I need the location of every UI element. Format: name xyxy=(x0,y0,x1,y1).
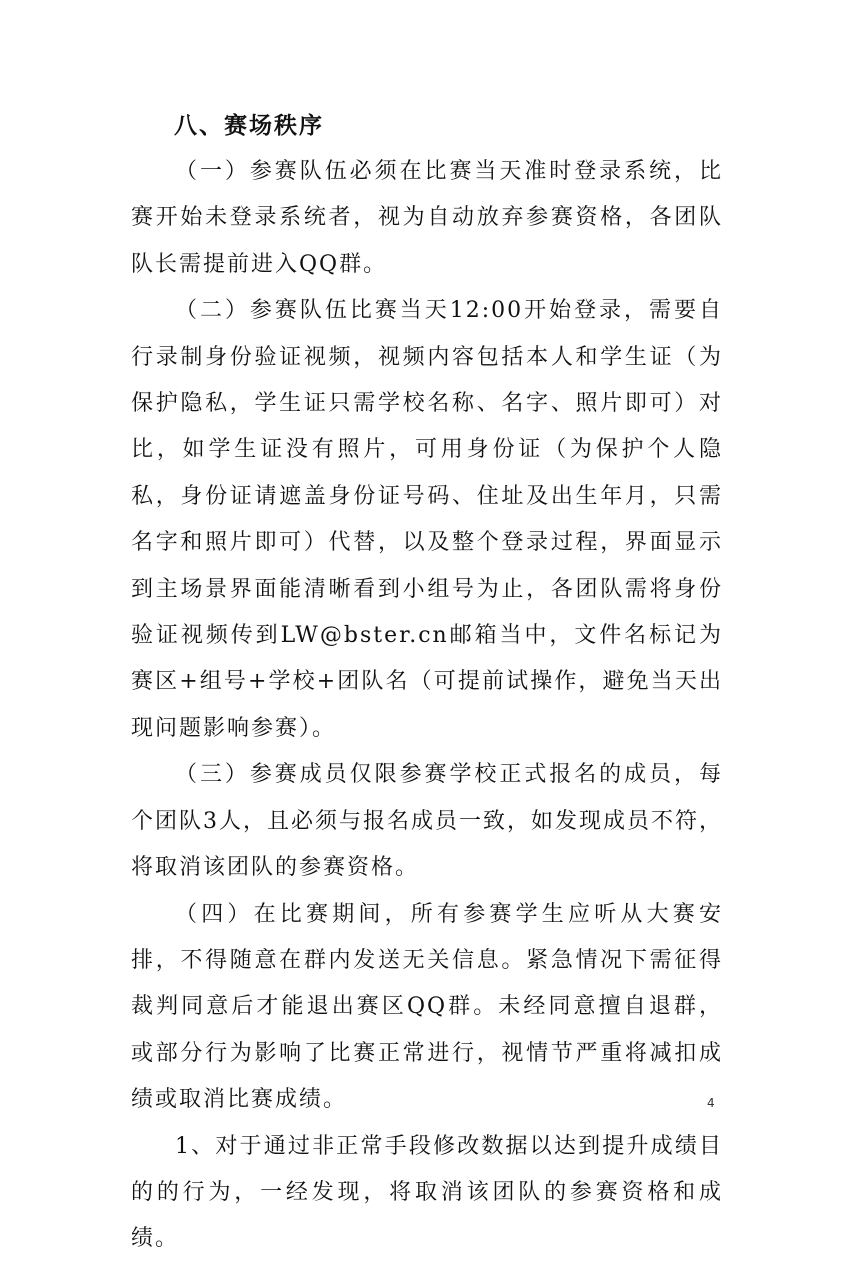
page-number: 4 xyxy=(707,1096,715,1110)
page-body xyxy=(131,103,723,1263)
paragraph-5: 1、对于通过非正常手段修改数据以达到提升成绩目的的行为，一经发现，将取消该团队的参赛资格和成绩。 xyxy=(131,1133,723,1252)
paragraph-2: （二）参赛队伍比赛当天12:00开始登录，需要自行录制身份验证视频，视频内容包括本人和学生证（为保护隐私，学生证只需学校名称、名字、照片即可）对比，如学生证没有照片，可用身份证（为保护个人隐私，身份证请遮盖身份证号码、住址及出生年月，只需名字和照片即可）代替，以及整个登录过程，界面显示到主场景界面能清晰看到小组号为止，各团队需将身份验证视频传到LW@bster.cn邮箱当中，文件名标记为赛区+组号+学校+团队名（可提前试操作，避免当天出现问题影响参赛）。 xyxy=(131,298,723,741)
section-title: 八、赛场秩序 xyxy=(174,113,324,139)
paragraph-1: （一）参赛队伍必须在比赛当天准时登录系统，比赛开始未登录系统者，视为自动放弃参赛资格，各团队队长需提前进入QQ群。 xyxy=(131,159,723,277)
paragraph-3: （三）参赛成员仅限参赛学校正式报名的成员，每个团队3人，且必须与报名成员一致，如发现成员不符，将取消该团队的参赛资格。 xyxy=(131,762,723,881)
paragraph-4: （四）在比赛期间，所有参赛学生应听从大赛安排，不得随意在群内发送无关信息。紧急情况下需征得裁判同意后才能退出赛区QQ群。未经同意擅自退群，或部分行为影响了比赛正常进行，视情节严重将减扣成绩或取消比赛成绩。 xyxy=(131,901,723,1113)
